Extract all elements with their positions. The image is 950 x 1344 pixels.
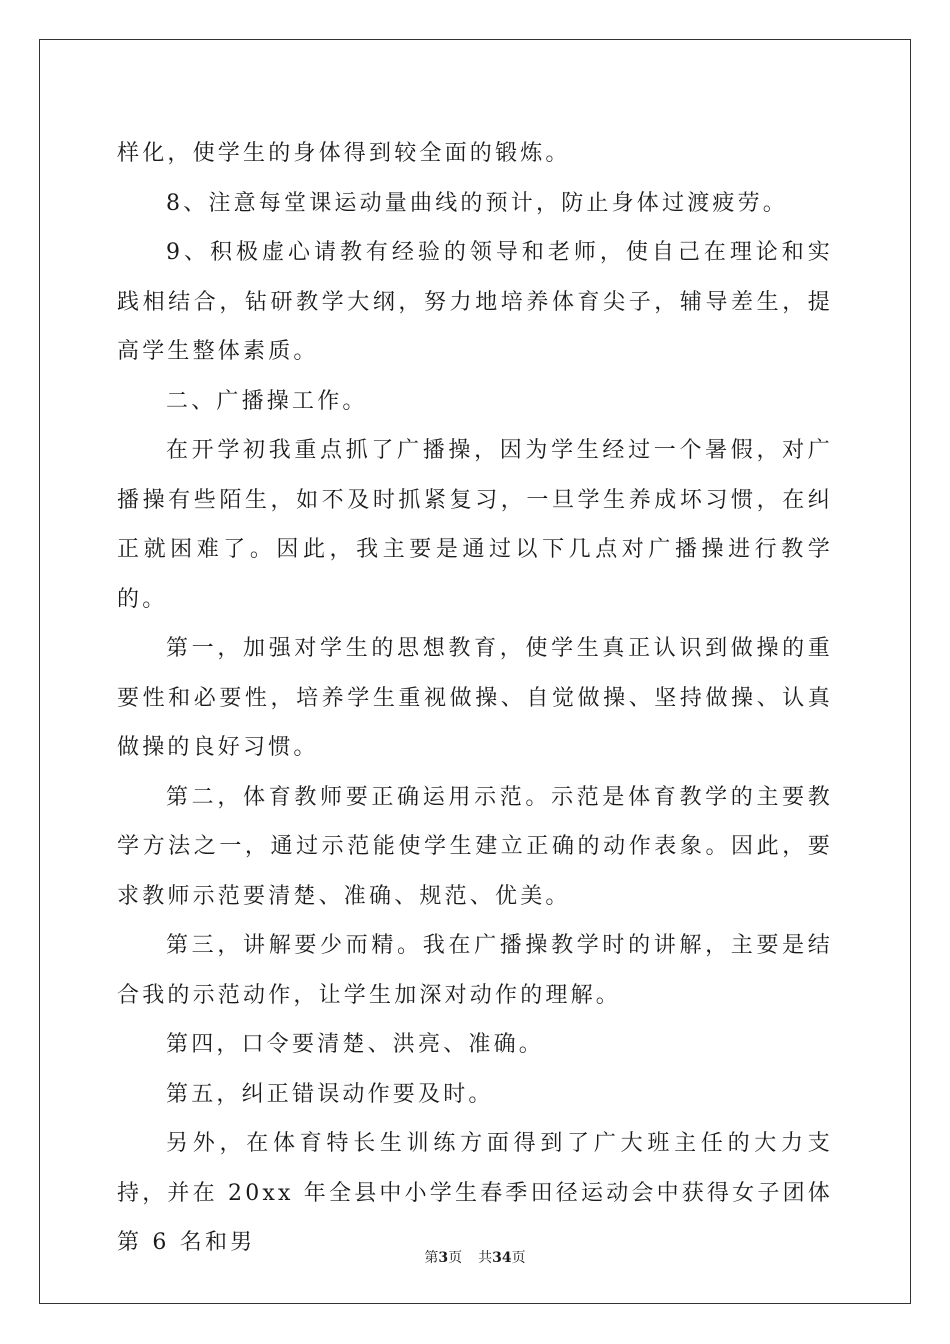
current-page-number: 3 [438, 1250, 449, 1266]
paragraph-5: 在开学初我重点抓了广播操，因为学生经过一个暑假，对广播操有些陌生，如不及时抓紧复习，一旦学生养成坏习惯，在纠正就困难了。因此，我主要是通过以下几点对广播操进行教学的。 [117, 438, 833, 612]
paragraph-7: 第二，体育教师要正确运用示范。示范是体育教学的主要教学方法之一，通过示范能使学生建立正确的动作表象。因此，要求教师示范要清楚、准确、规范、优美。 [117, 784, 833, 909]
paragraph-8: 第三，讲解要少而精。我在广播操教学时的讲解，主要是结合我的示范动作，让学生加深对动作的理解。 [117, 933, 833, 1008]
total-pages-label: 共34页 [478, 1250, 526, 1266]
paragraph-9: 第四，口令要清楚、洪亮、准确。 [166, 1032, 545, 1057]
page-footer [0, 1247, 950, 1267]
paragraph-3: 9、积极虚心请教有经验的领导和老师，使自己在理论和实践相结合，钻研教学大纲，努力地培养体育尖子，辅导差生，提高学生整体素质。 [117, 240, 833, 364]
paragraph-2: 8、注意每堂课运动量曲线的预计，防止身体过渡疲劳。 [166, 190, 788, 216]
paragraph-4: 二、广播操工作。 [166, 388, 368, 414]
paragraph-1: 样化，使学生的身体得到较全面的锻炼。 [117, 141, 571, 166]
total-page-count: 34 [492, 1250, 512, 1266]
page-number-label: 第3页 [424, 1250, 463, 1266]
document-body [117, 129, 833, 1268]
paragraph-11: 另外，在体育特长生训练方面得到了广大班主任的大力支持，并在 20xx 年全县中小学生春季田径运动会中获得女子团体第 6 名和男 [117, 1131, 833, 1255]
paragraph-6: 第一，加强对学生的思想教育，使学生真正认识到做操的重要性和必要性，培养学生重视做操、自觉做操、坚持做操、认真做操的良好习惯。 [117, 636, 833, 760]
paragraph-10: 第五，纠正错误动作要及时。 [166, 1081, 494, 1107]
